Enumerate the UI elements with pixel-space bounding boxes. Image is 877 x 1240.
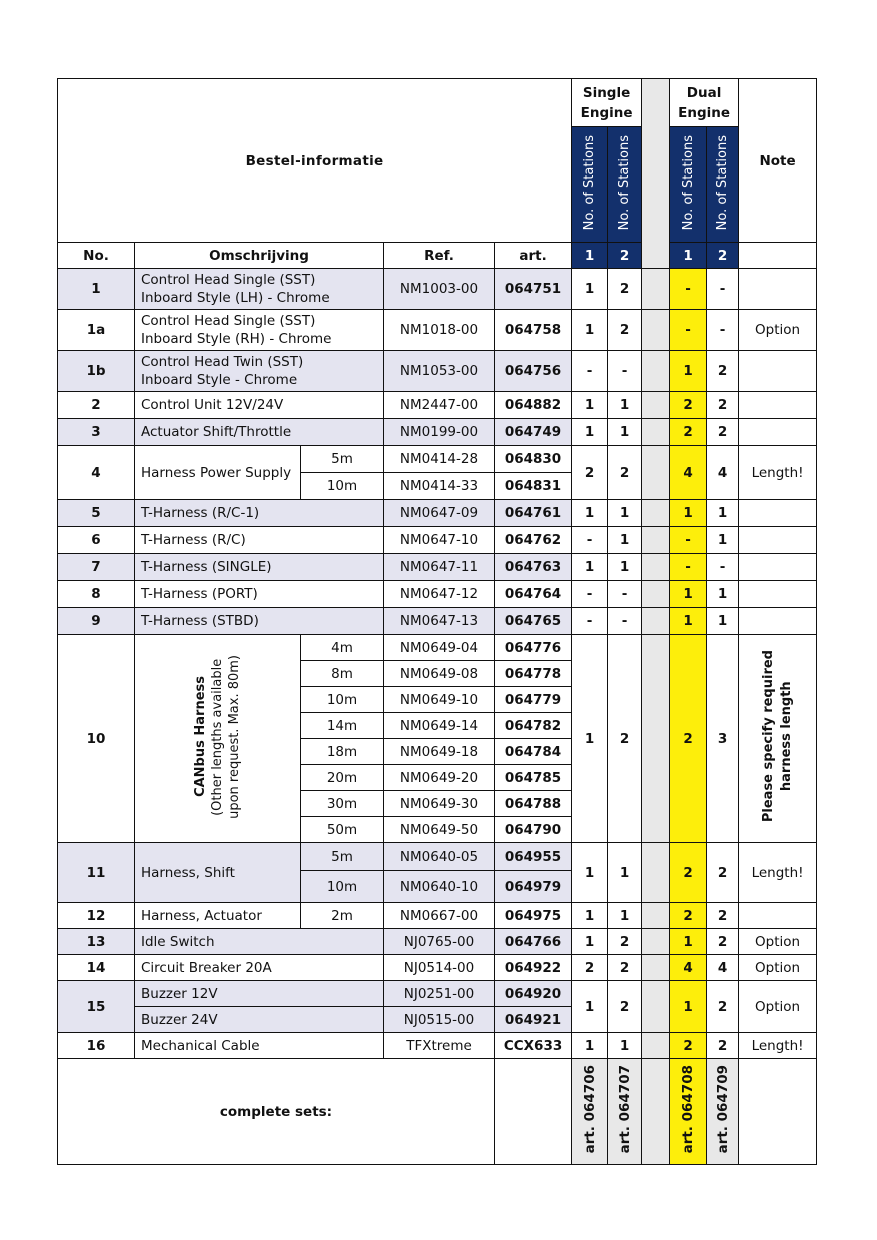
item-ref: NM0640-05 [384, 843, 495, 871]
single-st1: - [572, 527, 608, 554]
item-art: CCX633 [495, 1033, 572, 1059]
item-description: Control Unit 12V/24V [135, 392, 384, 419]
item-ref: NJ0515-00 [384, 1007, 495, 1033]
item-note: Length! [739, 1033, 817, 1059]
dual-st1: 1 [670, 351, 707, 392]
table-row [58, 981, 817, 1007]
dual-st1: 2 [670, 903, 707, 929]
table-row [58, 269, 817, 310]
station-num: 2 [608, 243, 642, 269]
item-ref: NM0647-11 [384, 554, 495, 581]
item-length: 10m [301, 871, 384, 903]
dual-st1: 1 [670, 929, 707, 955]
dual-st2: 1 [707, 581, 739, 608]
item-no: 4 [58, 446, 135, 500]
item-art: 064761 [495, 500, 572, 527]
item-art: 064830 [495, 446, 572, 473]
item-note: Option [739, 981, 817, 1033]
dual-st2: 1 [707, 608, 739, 635]
col-header-description: Omschrijving [135, 243, 384, 269]
dual-st2: 2 [707, 351, 739, 392]
item-art: 064762 [495, 527, 572, 554]
dual-st1: 2 [670, 1033, 707, 1059]
table-row [58, 500, 817, 527]
single-st1: 1 [572, 392, 608, 419]
item-ref: NM0647-12 [384, 581, 495, 608]
item-description: Control Head Twin (SST) Inboard Style - Chrome [135, 351, 384, 392]
table-row [58, 581, 817, 608]
item-no: 1 [58, 269, 135, 310]
item-no: 11 [58, 843, 135, 903]
item-ref: NJ0251-00 [384, 981, 495, 1007]
item-length: 10m [301, 687, 384, 713]
item-description: T-Harness (R/C) [135, 527, 384, 554]
item-ref: NM1053-00 [384, 351, 495, 392]
item-art: 064766 [495, 929, 572, 955]
item-note [739, 392, 817, 419]
dual-st1: 1 [670, 500, 707, 527]
table-row [58, 1033, 817, 1059]
item-art: 064764 [495, 581, 572, 608]
single-st1: 1 [572, 419, 608, 446]
item-length: 50m [301, 817, 384, 843]
item-description: Harness, Actuator [135, 903, 301, 929]
dual-st2: 1 [707, 500, 739, 527]
item-length: 2m [301, 903, 384, 929]
item-art: 064758 [495, 310, 572, 351]
item-note [739, 269, 817, 310]
single-st1: - [572, 581, 608, 608]
item-no: 5 [58, 500, 135, 527]
dual-st2: 2 [707, 903, 739, 929]
item-note [739, 581, 817, 608]
single-st2: 1 [608, 500, 642, 527]
item-art: 064782 [495, 713, 572, 739]
item-description: Buzzer 24V [135, 1007, 384, 1033]
dual-st2: 2 [707, 419, 739, 446]
item-ref: NM0649-04 [384, 635, 495, 661]
item-ref: NM0647-13 [384, 608, 495, 635]
item-no: 16 [58, 1033, 135, 1059]
single-st2: 2 [608, 955, 642, 981]
item-ref: NM0649-14 [384, 713, 495, 739]
item-no: 7 [58, 554, 135, 581]
complete-set-art: art. 064709 [707, 1059, 739, 1165]
table-row [58, 608, 817, 635]
item-no: 9 [58, 608, 135, 635]
table-row [58, 554, 817, 581]
item-length: 18m [301, 739, 384, 765]
dual-st1: - [670, 269, 707, 310]
col-header-ref: Ref. [384, 243, 495, 269]
item-art: 064776 [495, 635, 572, 661]
item-ref: NM0414-28 [384, 446, 495, 473]
item-art: 064882 [495, 392, 572, 419]
single-st2: 1 [608, 554, 642, 581]
item-no: 15 [58, 981, 135, 1033]
empty-cell [739, 243, 817, 269]
single-st1: 1 [572, 310, 608, 351]
item-no: 3 [58, 419, 135, 446]
item-length: 8m [301, 661, 384, 687]
dual-st1: 4 [670, 446, 707, 500]
single-st1: 1 [572, 269, 608, 310]
single-st1: 1 [572, 929, 608, 955]
complete-sets-row [58, 1059, 817, 1165]
dual-st1: - [670, 554, 707, 581]
item-no: 13 [58, 929, 135, 955]
item-note [739, 500, 817, 527]
single-st2: 1 [608, 1033, 642, 1059]
item-art: 064784 [495, 739, 572, 765]
item-art: 064979 [495, 871, 572, 903]
item-art: 064955 [495, 843, 572, 871]
item-ref: TFXtreme [384, 1033, 495, 1059]
item-note [739, 351, 817, 392]
complete-set-art: art. 064707 [608, 1059, 642, 1165]
item-ref: NJ0765-00 [384, 929, 495, 955]
page-title: Bestel-informatie [58, 79, 572, 243]
item-art: 064975 [495, 903, 572, 929]
dual-st1: 4 [670, 955, 707, 981]
item-ref: NM0649-20 [384, 765, 495, 791]
item-ref: NM0649-08 [384, 661, 495, 687]
col-header-art: art. [495, 243, 572, 269]
item-art: 064788 [495, 791, 572, 817]
stations-header: No. of Stations [608, 127, 642, 243]
table-row [58, 446, 817, 473]
order-table [57, 78, 817, 1165]
item-length: 10m [301, 473, 384, 500]
col-header-no: No. [58, 243, 135, 269]
single-st2: 2 [608, 446, 642, 500]
single-st2: 2 [608, 635, 642, 843]
item-ref: NM0667-00 [384, 903, 495, 929]
item-art: 064765 [495, 608, 572, 635]
item-art: 064920 [495, 981, 572, 1007]
item-length: 5m [301, 843, 384, 871]
dual-st1: 2 [670, 419, 707, 446]
dual-st1: - [670, 527, 707, 554]
single-st1: - [572, 351, 608, 392]
stations-header: No. of Stations [707, 127, 739, 243]
dual-st2: 3 [707, 635, 739, 843]
item-ref: NM0649-50 [384, 817, 495, 843]
item-art: 064751 [495, 269, 572, 310]
item-art: 064749 [495, 419, 572, 446]
dual-st1: 1 [670, 981, 707, 1033]
dual-st2: 2 [707, 1033, 739, 1059]
single-st2: 2 [608, 981, 642, 1033]
table-row [58, 419, 817, 446]
table-row [58, 843, 817, 871]
item-description: Harness, Shift [135, 843, 301, 903]
single-st1: 1 [572, 500, 608, 527]
item-description: Idle Switch [135, 929, 384, 955]
item-ref: NM0199-00 [384, 419, 495, 446]
dual-st2: - [707, 269, 739, 310]
item-no: 10 [58, 635, 135, 843]
dual-engine-header: Dual Engine [670, 79, 739, 127]
item-note: Option [739, 310, 817, 351]
item-ref: NM0649-10 [384, 687, 495, 713]
single-st2: 1 [608, 903, 642, 929]
single-st2: 2 [608, 929, 642, 955]
complete-set-art: art. 064706 [572, 1059, 608, 1165]
item-note [739, 527, 817, 554]
single-st1: 1 [572, 843, 608, 903]
item-description: Control Head Single (SST) Inboard Style (RH) - Chrome [135, 310, 384, 351]
dual-st2: 2 [707, 929, 739, 955]
table-row [58, 903, 817, 929]
spacer-column [642, 79, 670, 269]
station-num: 1 [670, 243, 707, 269]
complete-sets-title: complete sets: [58, 1059, 495, 1165]
dual-st2: 2 [707, 843, 739, 903]
single-st2: 1 [608, 527, 642, 554]
item-description: Mechanical Cable [135, 1033, 384, 1059]
item-length: 5m [301, 446, 384, 473]
single-st2: 1 [608, 419, 642, 446]
item-description: T-Harness (STBD) [135, 608, 384, 635]
item-description: Circuit Breaker 20A [135, 955, 384, 981]
item-no: 12 [58, 903, 135, 929]
item-note: Option [739, 929, 817, 955]
note-header: Note [739, 79, 817, 243]
single-st2: 1 [608, 843, 642, 903]
item-ref: NM0649-30 [384, 791, 495, 817]
empty-cell [495, 1059, 572, 1165]
item-ref: NJ0514-00 [384, 955, 495, 981]
item-no: 1b [58, 351, 135, 392]
item-description: T-Harness (R/C-1) [135, 500, 384, 527]
item-note [739, 554, 817, 581]
item-description: T-Harness (SINGLE) [135, 554, 384, 581]
item-ref: NM0647-10 [384, 527, 495, 554]
single-st1: 1 [572, 903, 608, 929]
item-note: Option [739, 955, 817, 981]
single-st1: 2 [572, 955, 608, 981]
dual-st2: - [707, 554, 739, 581]
dual-st2: 1 [707, 527, 739, 554]
dual-st2: 4 [707, 955, 739, 981]
stations-header: No. of Stations [670, 127, 707, 243]
item-art: 064756 [495, 351, 572, 392]
dual-st2: 2 [707, 392, 739, 419]
table-row [58, 527, 817, 554]
item-length: 20m [301, 765, 384, 791]
item-description: CANbus Harness (Other lengths available upon request. Max. 80m) [135, 635, 301, 843]
item-ref: NM0647-09 [384, 500, 495, 527]
item-note [739, 608, 817, 635]
item-no: 8 [58, 581, 135, 608]
station-num: 1 [572, 243, 608, 269]
dual-st1: 2 [670, 635, 707, 843]
item-note [739, 903, 817, 929]
item-art: 064785 [495, 765, 572, 791]
item-description: Actuator Shift/Throttle [135, 419, 384, 446]
dual-st1: 1 [670, 581, 707, 608]
table-row [58, 635, 817, 661]
dual-st1: 2 [670, 392, 707, 419]
table-row [58, 955, 817, 981]
item-art: 064790 [495, 817, 572, 843]
item-art: 064778 [495, 661, 572, 687]
single-st1: 2 [572, 446, 608, 500]
item-art: 064831 [495, 473, 572, 500]
dual-st2: 4 [707, 446, 739, 500]
item-note: Please specify required harness length [739, 635, 817, 843]
item-note [739, 419, 817, 446]
item-length: 14m [301, 713, 384, 739]
dual-st2: - [707, 310, 739, 351]
item-no: 14 [58, 955, 135, 981]
item-no: 2 [58, 392, 135, 419]
single-st1: 1 [572, 554, 608, 581]
item-ref: NM0414-33 [384, 473, 495, 500]
single-st1: 1 [572, 1033, 608, 1059]
complete-set-art: art. 064708 [670, 1059, 707, 1165]
item-ref: NM1018-00 [384, 310, 495, 351]
single-st2: - [608, 581, 642, 608]
dual-st1: 1 [670, 608, 707, 635]
item-description: Control Head Single (SST) Inboard Style (LH) - Chrome [135, 269, 384, 310]
single-st2: 1 [608, 392, 642, 419]
item-no: 6 [58, 527, 135, 554]
single-engine-header: Single Engine [572, 79, 642, 127]
single-st1: 1 [572, 981, 608, 1033]
item-ref: NM2447-00 [384, 392, 495, 419]
table-row [58, 310, 817, 351]
single-st1: 1 [572, 635, 608, 843]
station-num: 2 [707, 243, 739, 269]
single-st1: - [572, 608, 608, 635]
item-note: Length! [739, 446, 817, 500]
item-description: Harness Power Supply [135, 446, 301, 500]
item-art: 064921 [495, 1007, 572, 1033]
empty-cell [739, 1059, 817, 1165]
dual-st2: 2 [707, 981, 739, 1033]
item-ref: NM0649-18 [384, 739, 495, 765]
single-st2: 2 [608, 310, 642, 351]
item-art: 064922 [495, 955, 572, 981]
item-description: T-Harness (PORT) [135, 581, 384, 608]
table-row [58, 392, 817, 419]
item-length: 4m [301, 635, 384, 661]
item-note: Length! [739, 843, 817, 903]
item-description: Buzzer 12V [135, 981, 384, 1007]
single-st2: - [608, 351, 642, 392]
single-st2: 2 [608, 269, 642, 310]
dual-st1: - [670, 310, 707, 351]
table-row [58, 929, 817, 955]
item-ref: NM0640-10 [384, 871, 495, 903]
table-row [58, 351, 817, 392]
item-art: 064779 [495, 687, 572, 713]
stations-header: No. of Stations [572, 127, 608, 243]
item-no: 1a [58, 310, 135, 351]
dual-st1: 2 [670, 843, 707, 903]
item-art: 064763 [495, 554, 572, 581]
item-ref: NM1003-00 [384, 269, 495, 310]
item-length: 30m [301, 791, 384, 817]
single-st2: - [608, 608, 642, 635]
